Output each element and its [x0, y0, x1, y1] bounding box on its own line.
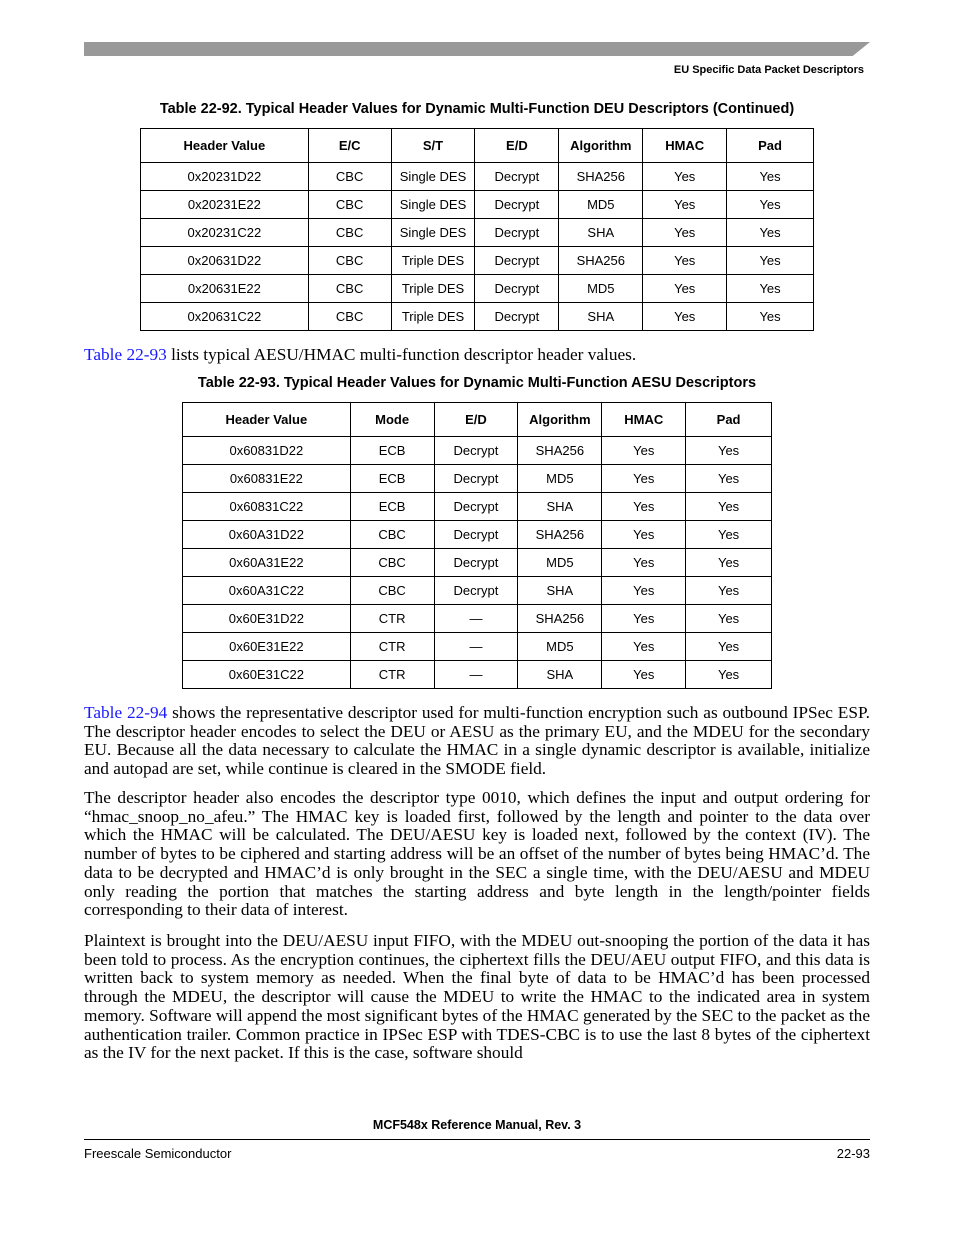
col-header: E/D: [434, 403, 518, 437]
footer-company: Freescale Semiconductor: [84, 1146, 232, 1161]
cell: ECB: [350, 437, 434, 465]
cell: Yes: [602, 633, 686, 661]
col-header: Algorithm: [559, 129, 643, 163]
section-title: EU Specific Data Packet Descriptors: [673, 64, 864, 76]
footer-page-number: 22-93: [836, 1146, 870, 1161]
col-header: E/D: [475, 129, 559, 163]
cell: Single DES: [391, 219, 475, 247]
cell: SHA256: [518, 605, 602, 633]
table-row: [183, 521, 772, 549]
cell: SHA256: [559, 163, 643, 191]
paragraph-2: The descriptor header also encodes the descriptor type 0010, which defines the input and output ordering for “hmac_snoop_no_afeu.” The HMAC key is loaded first, followed by the length and pointer to the data over which the HMAC will be calculated. The DEU/AESU key is loaded next, followed by the context (IV). The number of bytes to be ciphered and starting address will be an offset of the number of bytes being HMAC’d. The data to be decrypted and HMAC’d is only brought in the SEC a single time, with the DEU/AESU and MDEU only reading the portion that matches the starting address and byte length in the length/pointer fields corresponding to their data of interest.: [84, 788, 870, 920]
table-row: [183, 465, 772, 493]
cell: CBC: [308, 163, 391, 191]
cell: Yes: [727, 247, 814, 275]
table-row: [183, 661, 772, 689]
cell: Yes: [602, 521, 686, 549]
cell: CBC: [350, 521, 434, 549]
cell: CBC: [308, 275, 391, 303]
cell: MD5: [559, 275, 643, 303]
cell: Yes: [686, 633, 772, 661]
cell: MD5: [518, 465, 602, 493]
cell: Decrypt: [434, 465, 518, 493]
cell: —: [434, 633, 518, 661]
cell: Yes: [602, 549, 686, 577]
cell: Yes: [686, 605, 772, 633]
col-header: E/C: [308, 129, 391, 163]
col-header: HMAC: [602, 403, 686, 437]
cell: Yes: [686, 661, 772, 689]
cell: Triple DES: [391, 303, 475, 331]
paragraph-1: [84, 704, 870, 779]
cell: SHA256: [559, 247, 643, 275]
cell: MD5: [518, 549, 602, 577]
table-header-row: [141, 129, 814, 163]
table-row: [183, 493, 772, 521]
cell: 0x60831D22: [183, 437, 351, 465]
col-header: Mode: [350, 403, 434, 437]
col-header: Algorithm: [518, 403, 602, 437]
table-22-92-caption: Table 22-92. Typical Header Values for Dynamic Multi-Function DEU Descriptors (Continued): [159, 101, 795, 117]
table-22-93-caption: Table 22-93. Typical Header Values for Dynamic Multi-Function AESU Descriptors: [197, 375, 757, 391]
cell: Yes: [602, 437, 686, 465]
cell: SHA: [518, 493, 602, 521]
cell: SHA256: [518, 437, 602, 465]
cell: CTR: [350, 661, 434, 689]
cell: MD5: [559, 191, 643, 219]
cell: Decrypt: [475, 247, 559, 275]
cell: Yes: [602, 605, 686, 633]
cell: 0x60A31C22: [183, 577, 351, 605]
cell: —: [434, 661, 518, 689]
cell: 0x20231E22: [141, 191, 309, 219]
cell: 0x60A31E22: [183, 549, 351, 577]
footer-divider: [84, 1139, 870, 1140]
col-header: S/T: [391, 129, 475, 163]
cell: 0x60831C22: [183, 493, 351, 521]
cell: CBC: [308, 219, 391, 247]
cell: 0x20631D22: [141, 247, 309, 275]
cell: Yes: [643, 191, 727, 219]
intro-paragraph: [84, 346, 870, 365]
col-header: HMAC: [643, 129, 727, 163]
cell: 0x20231C22: [141, 219, 309, 247]
cell: Yes: [602, 465, 686, 493]
cell: Yes: [686, 437, 772, 465]
cell: CBC: [350, 577, 434, 605]
table-row: [141, 163, 814, 191]
col-header: Header Value: [141, 129, 309, 163]
cell: SHA: [559, 303, 643, 331]
cell: Triple DES: [391, 247, 475, 275]
cell: CBC: [308, 247, 391, 275]
table-row: [141, 191, 814, 219]
cell: Decrypt: [434, 577, 518, 605]
cell: Single DES: [391, 191, 475, 219]
cell: ECB: [350, 465, 434, 493]
cell: Decrypt: [475, 191, 559, 219]
cell: CBC: [308, 303, 391, 331]
cell: Yes: [602, 577, 686, 605]
cell: 0x60831E22: [183, 465, 351, 493]
paragraph-3: Plaintext is brought into the DEU/AESU input FIFO, with the MDEU out-snooping the portion of the data it has been told to process. As the encryption continues, the ciphertext fills the DEU/AEU output FIFO, and this data is written back to system memory as needed. When the final byte of data to be HMAC’d has been processed through the MDEU, the descriptor will cause the MDEU to write the HMAC to the indicated area in system memory. Software will append the most significant bytes of the HMAC generated by the SEC to the packet as the authentication trailer. Common practice in IPSec ESP with TDES-CBC is to use the last 8 bytes of the ciphertext as the IV for the next packet. If this is the case, software should: [84, 931, 870, 1063]
cell: 0x20631C22: [141, 303, 309, 331]
cell: SHA: [518, 577, 602, 605]
table-22-93-link[interactable]: Table 22-93: [84, 345, 167, 364]
cell: MD5: [518, 633, 602, 661]
cell: Yes: [643, 247, 727, 275]
cell: CTR: [350, 605, 434, 633]
cell: Yes: [643, 275, 727, 303]
col-header: Header Value: [183, 403, 351, 437]
cell: SHA: [559, 219, 643, 247]
paragraph-1-text: shows the representative descriptor used for multi-function encryption such as outbound IPSec ESP. The descriptor header encodes to select the DEU or AESU as the primary EU, and the MDEU for the secondary EU. Because all the data necessary to calculate the HMAC in a single dynamic descriptor is available, initialize and autopad are set, while continue is cleared in the SMODE field.: [84, 703, 870, 779]
cell: Decrypt: [475, 163, 559, 191]
cell: Yes: [643, 303, 727, 331]
cell: Yes: [643, 219, 727, 247]
cell: Single DES: [391, 163, 475, 191]
cell: Decrypt: [434, 493, 518, 521]
table-header-row: [183, 403, 772, 437]
footer-manual-title: MCF548x Reference Manual, Rev. 3: [372, 1118, 582, 1132]
cell: Yes: [686, 465, 772, 493]
col-header: Pad: [727, 129, 814, 163]
cell: SHA256: [518, 521, 602, 549]
table-row: [141, 219, 814, 247]
cell: 0x20231D22: [141, 163, 309, 191]
cell: 0x60E31D22: [183, 605, 351, 633]
cell: CTR: [350, 633, 434, 661]
table-22-92: [140, 128, 814, 331]
header-bar: [84, 42, 870, 56]
cell: Triple DES: [391, 275, 475, 303]
cell: Decrypt: [475, 275, 559, 303]
table-22-94-link[interactable]: Table 22-94: [84, 703, 168, 722]
cell: Decrypt: [434, 437, 518, 465]
table-row: [183, 577, 772, 605]
cell: 0x60A31D22: [183, 521, 351, 549]
cell: 0x60E31E22: [183, 633, 351, 661]
cell: Yes: [602, 661, 686, 689]
cell: ECB: [350, 493, 434, 521]
table-row: [141, 303, 814, 331]
cell: Yes: [686, 549, 772, 577]
cell: Yes: [686, 521, 772, 549]
table-row: [141, 275, 814, 303]
cell: CBC: [308, 191, 391, 219]
col-header: Pad: [686, 403, 772, 437]
cell: Yes: [686, 577, 772, 605]
cell: Yes: [727, 191, 814, 219]
cell: Decrypt: [475, 303, 559, 331]
cell: Decrypt: [434, 549, 518, 577]
cell: Decrypt: [475, 219, 559, 247]
cell: —: [434, 605, 518, 633]
table-row: [183, 437, 772, 465]
cell: Yes: [727, 275, 814, 303]
cell: Yes: [686, 493, 772, 521]
table-row: [183, 633, 772, 661]
cell: Yes: [602, 493, 686, 521]
cell: 0x20631E22: [141, 275, 309, 303]
table-row: [141, 247, 814, 275]
cell: Yes: [727, 163, 814, 191]
intro-text: lists typical AESU/HMAC multi-function descriptor header values.: [166, 345, 637, 364]
cell: 0x60E31C22: [183, 661, 351, 689]
table-row: [183, 605, 772, 633]
cell: SHA: [518, 661, 602, 689]
table-22-93: [182, 402, 772, 689]
cell: Yes: [727, 303, 814, 331]
table-row: [183, 549, 772, 577]
cell: Yes: [643, 163, 727, 191]
cell: Decrypt: [434, 521, 518, 549]
cell: Yes: [727, 219, 814, 247]
cell: CBC: [350, 549, 434, 577]
